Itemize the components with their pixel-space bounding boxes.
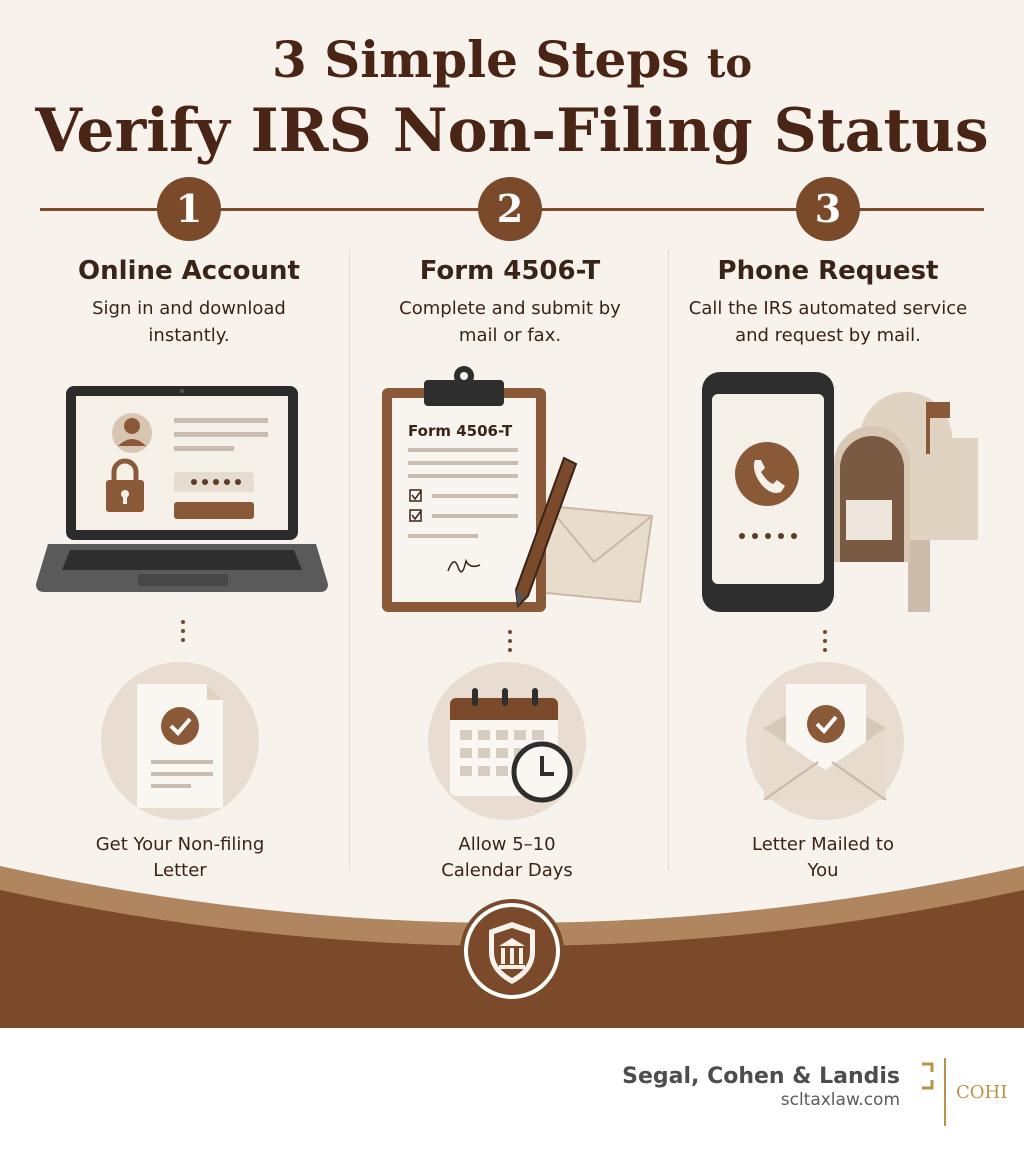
connector-dots [508, 630, 512, 657]
firm-name: Segal, Cohen & Landis [622, 1064, 900, 1089]
title-connector: to [706, 40, 753, 87]
clipboard-form-icon [378, 366, 658, 616]
outcome-2-label: Allow 5–10 Calendar Days [441, 834, 573, 881]
step-3-title: Phone Request [717, 256, 939, 286]
logo-text: COHI [956, 1082, 1008, 1103]
outcome-2-circle [428, 662, 586, 820]
laptop-login-icon [34, 384, 330, 600]
outcome-3-circle [746, 662, 904, 820]
title-main: 3 Simple Steps [271, 30, 690, 89]
outcome-1-label: Get Your Non-filing Letter [95, 834, 265, 881]
step-3-number-badge: 3 [796, 177, 860, 241]
document-check-icon [101, 662, 259, 820]
phone-mailbox-icon [700, 372, 984, 614]
title-line-2: Verify IRS Non-Filing Status [35, 96, 989, 166]
step-1-title: Online Account [78, 256, 300, 286]
step-1-number-badge: 1 [157, 177, 221, 241]
title-line-1 [0, 30, 1024, 89]
firm-website: scltaxlaw.com [780, 1090, 900, 1110]
form-label: Form 4506-T [408, 422, 513, 440]
step-1-description: Sign in and download instantly. [92, 298, 286, 346]
envelope-check-icon [746, 662, 904, 820]
step-2-title: Form 4506-T [419, 256, 601, 286]
outcome-1-circle [101, 662, 259, 820]
shield-courthouse-icon [459, 898, 565, 1004]
calendar-clock-icon [428, 662, 586, 820]
connector-dots [181, 620, 185, 647]
step-3-description: Call the IRS automated service and request by mail. [688, 298, 968, 346]
step-2-number-badge: 2 [478, 177, 542, 241]
outcome-3-label: Letter Mailed to You [752, 834, 894, 881]
firm-logo [916, 1058, 1024, 1128]
connector-dots [823, 630, 827, 657]
step-2-description: Complete and submit by mail or fax. [399, 298, 621, 346]
